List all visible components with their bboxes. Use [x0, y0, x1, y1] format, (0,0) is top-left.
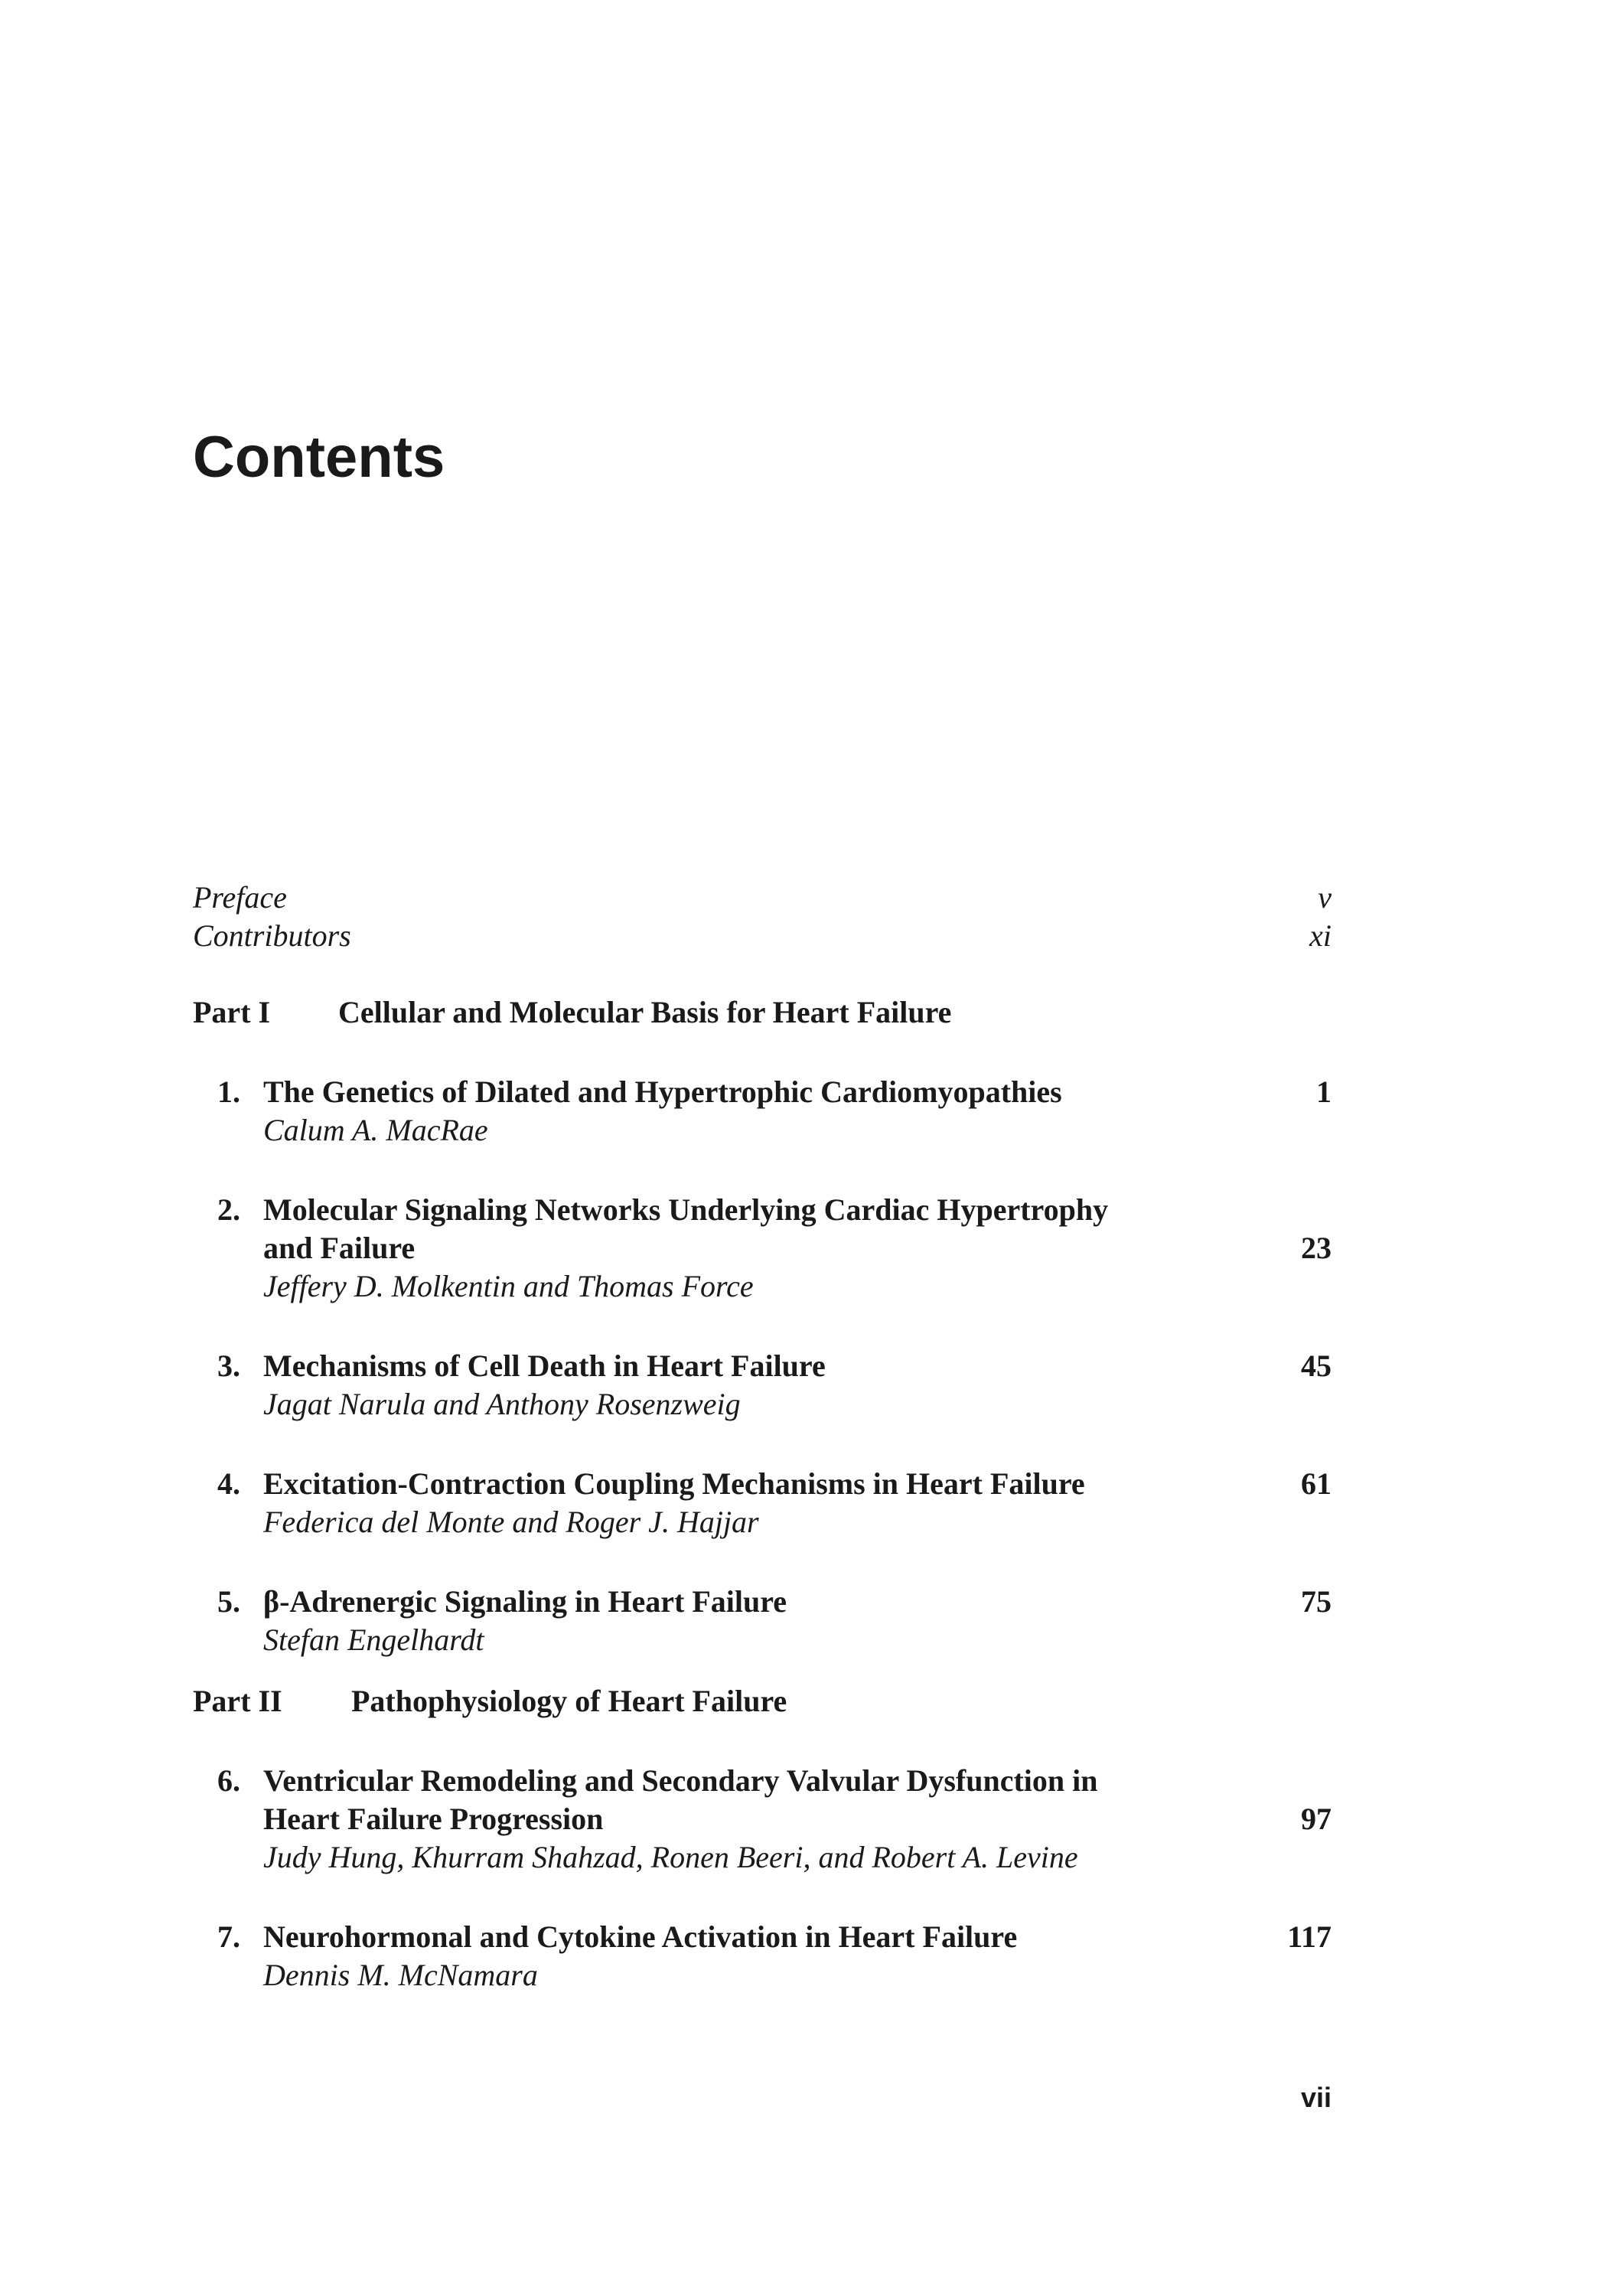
- chapter-title-continued: Heart Failure Progression: [263, 1802, 604, 1836]
- toc-chapter-5[interactable]: [193, 1583, 1332, 1659]
- part-label: Part I: [193, 995, 271, 1029]
- page-title: Contents: [193, 425, 445, 490]
- part-label: Part II: [193, 1684, 282, 1718]
- chapter-page: 75: [1301, 1584, 1332, 1619]
- table-of-contents: [193, 879, 1332, 1994]
- chapter-number: 5.: [217, 1584, 240, 1619]
- toc-chapter-1[interactable]: [193, 1073, 1332, 1150]
- chapter-title: β-Adrenergic Signaling in Heart Failure: [263, 1584, 787, 1619]
- chapter-page: 97: [1301, 1802, 1332, 1836]
- chapter-title: The Genetics of Dilated and Hypertrophic Cardiomyopathies: [263, 1075, 1062, 1109]
- chapter-title-continued: and Failure: [263, 1231, 416, 1265]
- part-title: Cellular and Molecular Basis for Heart Failure: [338, 995, 952, 1029]
- chapter-authors: Federica del Monte and Roger J. Hajjar: [263, 1505, 759, 1539]
- chapter-page: 117: [1287, 1919, 1332, 1954]
- chapter-number: 4.: [217, 1466, 240, 1501]
- chapter-page: 23: [1301, 1231, 1332, 1265]
- toc-chapter-4[interactable]: [193, 1465, 1332, 1541]
- toc-entry-contributors[interactable]: [193, 917, 1332, 955]
- chapter-title: Ventricular Remodeling and Secondary Valvular Dysfunction in: [263, 1763, 1098, 1798]
- chapter-page: 61: [1301, 1466, 1332, 1501]
- chapter-authors: Stefan Engelhardt: [263, 1623, 484, 1657]
- chapter-number: 2.: [217, 1192, 240, 1227]
- page-folio: vii: [1300, 2082, 1332, 2113]
- part-heading-1: [193, 993, 1332, 1032]
- toc-chapter-2[interactable]: [193, 1191, 1332, 1306]
- chapter-title: Mechanisms of Cell Death in Heart Failure: [263, 1349, 826, 1383]
- chapter-number: 3.: [217, 1349, 240, 1383]
- chapter-page: 1: [1316, 1075, 1332, 1109]
- toc-entry-preface[interactable]: [193, 879, 1332, 917]
- chapter-number: 1.: [217, 1075, 240, 1109]
- chapter-authors: Jagat Narula and Anthony Rosenzweig: [263, 1387, 741, 1421]
- toc-chapter-6[interactable]: [193, 1762, 1332, 1877]
- chapter-authors: Jeffery D. Molkentin and Thomas Force: [263, 1269, 754, 1303]
- part-heading-2: [193, 1682, 1332, 1720]
- chapter-page: 45: [1301, 1349, 1332, 1383]
- chapter-title: Excitation-Contraction Coupling Mechanisms in Heart Failure: [263, 1466, 1085, 1501]
- toc-chapter-3[interactable]: [193, 1347, 1332, 1424]
- chapter-authors: Calum A. MacRae: [263, 1113, 488, 1147]
- chapter-title: Molecular Signaling Networks Underlying Cardiac Hypertrophy: [263, 1192, 1109, 1227]
- chapter-title: Neurohormonal and Cytokine Activation in Heart Failure: [263, 1919, 1018, 1954]
- entry-label: Preface: [193, 880, 287, 915]
- entry-page: xi: [1309, 918, 1332, 953]
- entry-page: v: [1318, 880, 1332, 915]
- part-title: Pathophysiology of Heart Failure: [351, 1684, 787, 1718]
- chapter-authors: Dennis M. McNamara: [263, 1958, 538, 1992]
- chapter-number: 6.: [217, 1763, 240, 1798]
- toc-chapter-7[interactable]: [193, 1918, 1332, 1994]
- entry-label: Contributors: [193, 918, 351, 953]
- chapter-number: 7.: [217, 1919, 240, 1954]
- chapter-authors: Judy Hung, Khurram Shahzad, Ronen Beeri, and Robert A. Levine: [263, 1840, 1078, 1874]
